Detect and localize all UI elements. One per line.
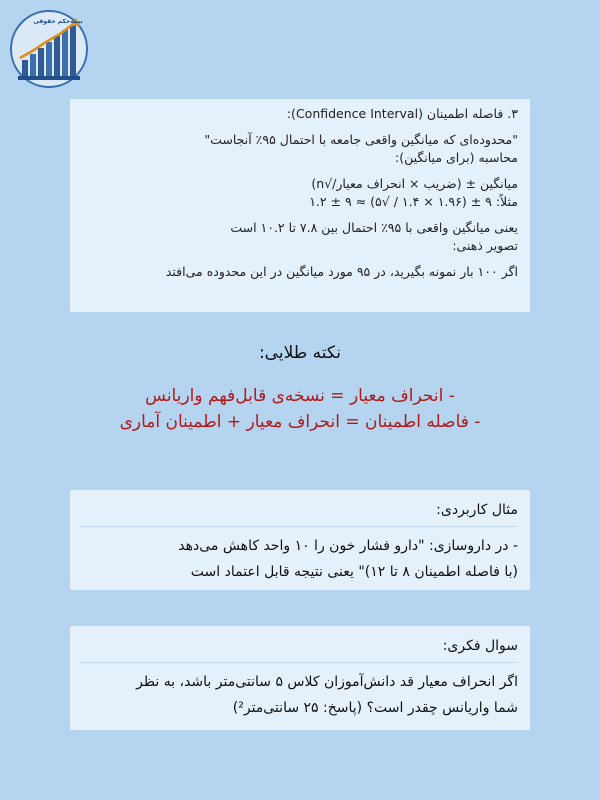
logo-text: بیمه‌حکم حقوقی xyxy=(33,18,83,25)
example-line-2: (با فاصله اطمینان ۸ تا ۱۲)" یعنی نتیجه قابل اعتماد است xyxy=(190,564,518,580)
divider xyxy=(80,526,518,527)
logo xyxy=(8,8,90,90)
practical-example-box xyxy=(70,490,530,590)
golden-tip-line-1: - انحراف معیار = نسخه‌ی قابل‌فهم واریانس xyxy=(145,386,455,406)
question-line-1: اگر انحراف معیار قد دانش‌آموزان کلاس ۵ سانتی‌متر باشد، به نظر xyxy=(136,674,518,690)
example-title: مثال کاربردی: xyxy=(436,502,518,518)
example-line-1: - در داروسازی: "دارو فشار خون را ۱۰ واحد کاهش می‌دهد xyxy=(178,538,518,554)
golden-tip-line-2: - فاصله اطمینان = انحراف معیار + اطمینان آماری xyxy=(119,412,481,432)
question-line-2: شما واریانس چقدر است؟ (پاسخ: ۲۵ سانتی‌متر²) xyxy=(232,700,518,716)
ci-mental-label: تصویر ذهنی: xyxy=(452,238,518,253)
ci-heading: ۳. فاصله اطمینان (Confidence Interval): xyxy=(286,106,518,121)
ci-calc-label: محاسبه (برای میانگین): xyxy=(394,150,518,165)
confidence-interval-box xyxy=(70,99,530,312)
golden-tip xyxy=(0,383,600,435)
thinking-question-box xyxy=(70,626,530,730)
ci-mental-text: اگر ۱۰۰ بار نمونه بگیرید، در ۹۵ مورد میانگین در این محدوده می‌افتد xyxy=(165,264,518,279)
golden-tip-title: نکته طلایی: xyxy=(258,343,342,363)
ci-formula: میانگین ± (ضریب × انحراف معیار/√n) xyxy=(311,176,518,191)
ci-example: مثلاً: ۹ ± (۱.۹۶ × ۱.۴ / √۵) ≈ ۹ ± ۱.۲ xyxy=(309,194,518,209)
divider xyxy=(80,662,518,663)
ci-definition: "محدوده‌ای که میانگین واقعی جامعه با احتمال ۹۵٪ آنجاست" xyxy=(204,132,518,147)
ci-meaning: یعنی میانگین واقعی با ۹۵٪ احتمال بین ۷.۸ تا ۱۰.۲ است xyxy=(230,220,518,235)
question-title: سوال فکری: xyxy=(442,638,518,654)
